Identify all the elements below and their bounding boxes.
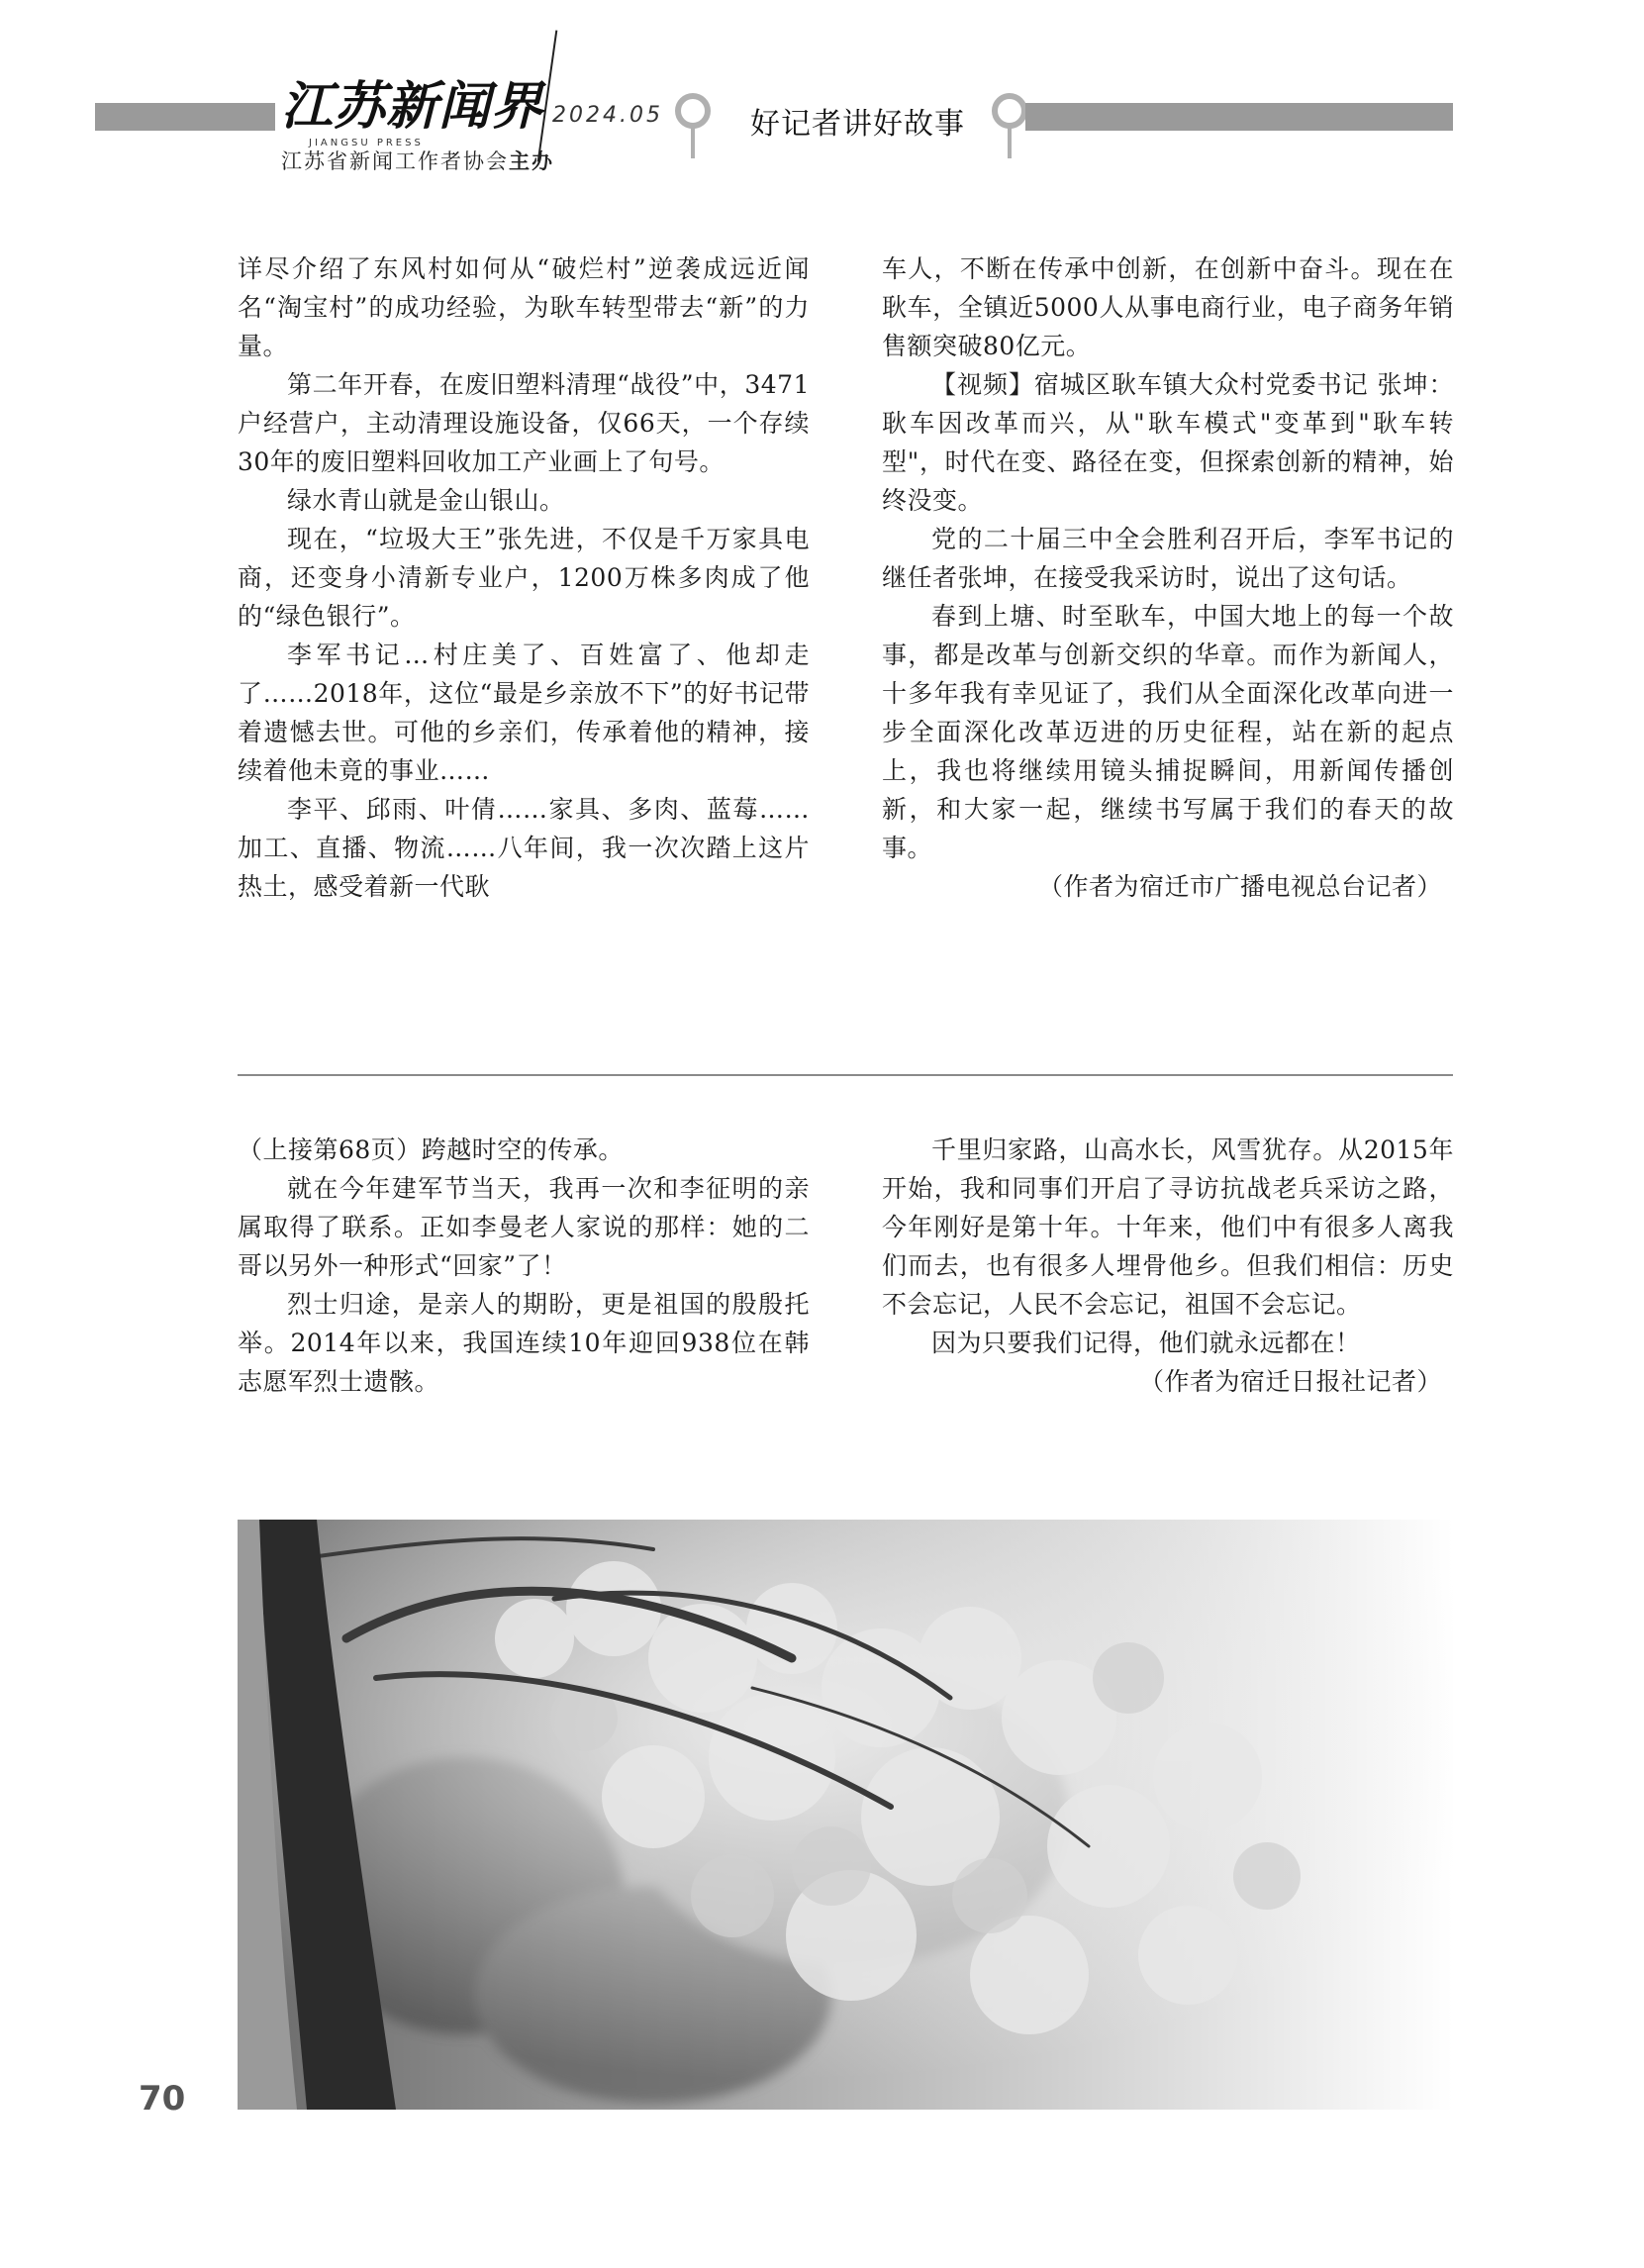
paragraph: 详尽介绍了东风村如何从“破烂村”逆袭成远近闻名“淘宝村”的成功经验，为耿车转型带去“新”的力量。 bbox=[238, 254, 810, 360]
page-number: 70 bbox=[139, 2079, 186, 2119]
sponsor-suffix: 主办 bbox=[509, 149, 554, 173]
article2-left-column bbox=[238, 1131, 810, 1401]
paragraph: 第二年开春，在废旧塑料清理“战役”中，3471户经营户，主动清理设施设备，仅66天，一个存续30年的废旧塑料回收加工产业画上了句号。 bbox=[238, 370, 810, 476]
paragraph: 千里归家路，山高水长，风雪犹存。从2015年开始，我和同事们开启了寻访抗战老兵采访之路，今年刚好是第十年。十年来，他们中有很多人离我们而去，也有很多人埋骨他乡。但我们相信：历史不会忘记，人民不会忘记，祖国不会忘记。 bbox=[882, 1135, 1454, 1319]
paragraph: 春到上塘、时至耿车，中国大地上的每一个故事，都是改革与创新交织的华章。而作为新闻人，十多年我有幸见证了，我们从全面深化改革向进一步全面深化改革迈进的历史征程，站在新的起点上，我也将继续用镜头捕捉瞬间，用新闻传播创新，和大家一起，继续书写属于我们的春天的故事。 bbox=[882, 602, 1454, 862]
sponsor-line bbox=[281, 146, 554, 175]
paragraph: 因为只要我们记得，他们就永远都在！ bbox=[931, 1329, 1361, 1357]
paragraph: 【视频】宿城区耿车镇大众村党委书记 张坤：耿车因改革而兴，从"耿车模式"变革到"耿车转型"，时代在变、路径在变，但探索创新的精神，始终没变。 bbox=[882, 370, 1454, 515]
pin-icon bbox=[673, 91, 713, 160]
author-byline: （作者为宿迁日报社记者） bbox=[1138, 1367, 1442, 1396]
article2-right-column bbox=[882, 1131, 1454, 1401]
maple-tree-photo bbox=[238, 1520, 1453, 2110]
article1-left-column bbox=[238, 249, 810, 906]
pin-icon bbox=[990, 91, 1029, 160]
sponsor-name: 江苏省新闻工作者协会 bbox=[281, 149, 509, 173]
column-name: 好记者讲好故事 bbox=[750, 107, 965, 142]
article1-right-column bbox=[882, 249, 1454, 906]
paragraph: 李军书记…村庄美了、百姓富了、他却走了……2018年，这位“最是乡亲放不下”的好书记带着遗憾去世。可他的乡亲们，传承着他的精神，接续着他未竟的事业…… bbox=[238, 641, 810, 785]
section-divider bbox=[238, 1074, 1453, 1076]
author-byline: （作者为宿迁市广播电视总台记者） bbox=[1037, 872, 1442, 901]
header-bar-left bbox=[95, 103, 275, 131]
magazine-subtitle: JIANGSU PRESS bbox=[309, 138, 424, 148]
paragraph: （上接第68页）跨越时空的传承。 bbox=[238, 1135, 624, 1164]
paragraph: 党的二十届三中全会胜利召开后，李军书记的继任者张坤，在接受我采访时，说出了这句话。 bbox=[882, 525, 1454, 592]
paragraph: 李平、邱雨、叶倩……家具、多肉、蓝莓……加工、直播、物流……八年间，我一次次踏上这片热土，感受着新一代耿 bbox=[238, 795, 810, 901]
issue-number: 2024.05 bbox=[552, 103, 663, 128]
header-bar-right bbox=[1025, 103, 1453, 131]
paragraph: 就在今年建军节当天，我再一次和李征明的亲属取得了联系。正如李曼老人家说的那样：她的二哥以另外一种形式“回家”了！ bbox=[238, 1174, 810, 1280]
magazine-title: 江苏新闻界 bbox=[281, 77, 544, 137]
paragraph: 车人，不断在传承中创新，在创新中奋斗。现在在耿车，全镇近5000人从事电商行业，电子商务年销售额突破80亿元。 bbox=[882, 254, 1454, 360]
maple-tree-image bbox=[238, 1520, 1453, 2110]
paragraph: 绿水青山就是金山银山。 bbox=[287, 486, 565, 515]
paragraph: 烈士归途，是亲人的期盼，更是祖国的殷殷托举。2014年以来，我国连续10年迎回938位在韩志愿军烈士遗骸。 bbox=[238, 1290, 810, 1396]
paragraph: 现在，“垃圾大王”张先进，不仅是千万家具电商，还变身小清新专业户，1200万株多肉成了他的“绿色银行”。 bbox=[238, 525, 810, 631]
